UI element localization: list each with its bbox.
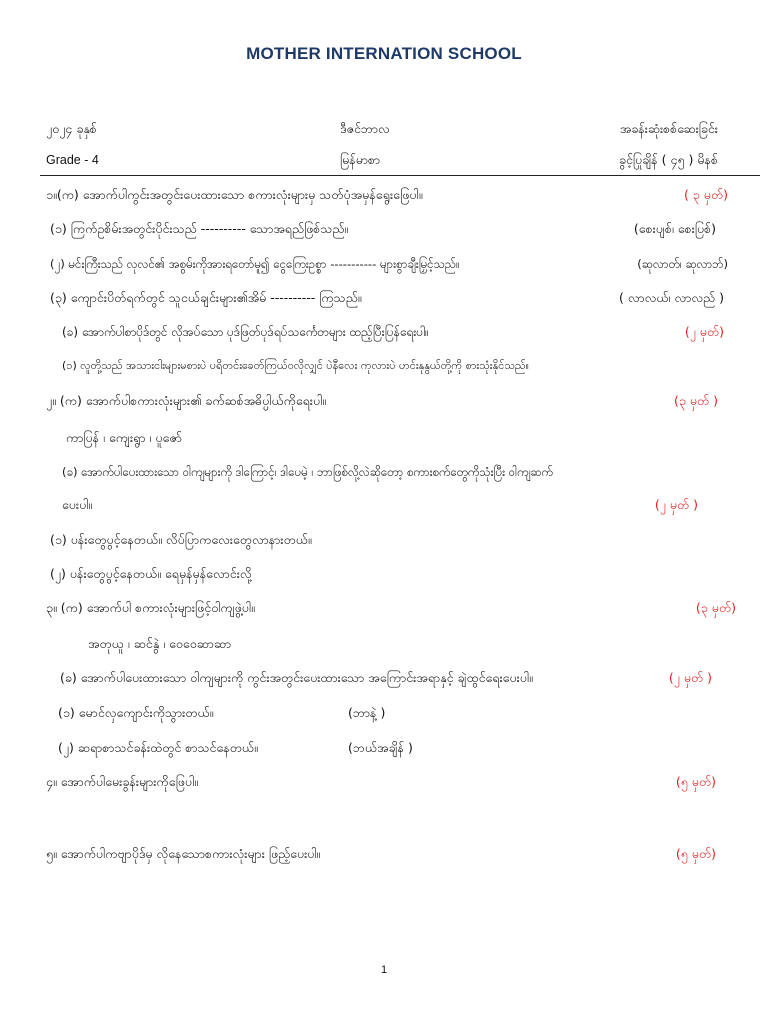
q2a-marks: (၃ မှတ် ): [673, 393, 718, 408]
q5-marks: (၅ မှတ်): [675, 846, 716, 861]
q2b-item1: (၁) ပန်းတွေပွင့်နေတယ်။ လိပ်ပြာကလေးတွေလာနားတယ်။: [50, 532, 312, 547]
exam-year: ၂၀၂၄ ခုနှစ်: [46, 121, 97, 136]
q1a-item3: (၃) ကျောင်းပိတ်ရက်တွင် သူငယ်ချင်းများ၏အိမ် ---------- ကြသည်။: [50, 290, 362, 305]
q1a-item3-choices: ( လာလယ်၊ လာလည် ): [618, 290, 724, 305]
q3a-marks: (၃ မှတ်): [695, 600, 736, 615]
q3b-item2-hint: (ဘယ်အချိန် ): [348, 740, 413, 755]
q4-marks: (၅ မှတ်): [675, 774, 716, 789]
q2a-words: ကာပြန် ၊ ကျေးရွာ ၊ ပူဇော်: [66, 430, 182, 445]
time-allowed: ခွင့်ပြုချိန် ( ၄၅ ) မိနစ်: [618, 152, 718, 167]
q3b-item1-hint: (ဘာနဲ့ ): [348, 705, 386, 720]
q3a-text: ၃။ (က) အောက်ပါ စကားလုံးများဖြင့်ဝါကျဖွဲ့ပါ။: [46, 600, 255, 615]
q3b-item1: (၁) မောင်လှကျောင်းကိုသွားတယ်။: [58, 705, 214, 720]
q1b-marks: (၂ မှတ်): [684, 324, 724, 339]
grade-label: Grade - 4: [46, 153, 99, 167]
q1a-item1-choices: (စေးပျစ်၊ စေးပြစ်): [633, 221, 716, 236]
q2a-text: ၂။ (က) အောက်ပါစကားလုံးများ၏ ခက်ဆစ်အဓိပ္ပါယ်ကိုရေးပါ။: [46, 393, 327, 408]
q1b-text: (ခ) အောက်ပါစာပိုဒ်တွင် လိုအပ်သော ပုဒ်ဖြတ်ပုဒ်ရပ်သင်္ကေတများ ထည့်ပြီးပြန်ရေးပါ။: [62, 325, 429, 339]
q1a-item2: (၂) မင်းကြီးသည် လုလင်၏ အစွမ်းကိုအားရတော်မူ၍ ငွေကြေးဥစ္စာ ----------- များစွာချီးမြှင့်သည်။: [50, 257, 460, 271]
q3b-marks: (၂ မှတ် ): [668, 670, 712, 685]
exam-type: အခန်းဆုံးစစ်ဆေးခြင်း: [619, 121, 718, 136]
page-number: 1: [380, 964, 388, 976]
q1a-marks: ( ၃ မှတ်): [683, 187, 728, 202]
q5-text: ၅။ အောက်ပါကဗျာပိုဒ်မှ လိုနေသောစကားလုံးများ ဖြည့်ပေးပါ။: [46, 846, 321, 861]
q4-text: ၄။ အောက်ပါမေးခွန်းများကိုဖြေပါ။: [46, 774, 199, 789]
q1a-item2-choices: (ဆုလာတ်၊ ဆုလာဘ်): [637, 257, 728, 271]
school-title: MOTHER INTERNATION SCHOOL: [246, 44, 522, 63]
q3b-text: (ခ) အောက်ပါပေးထားသော ဝါကျများကို ကွင်းအတွင်းပေးထားသော အကြောင်းအရာနှင့် ချဲထွင်ရေးပေးပါ။: [60, 670, 533, 685]
q3b-item2: (၂) ဆရာစာသင်ခန်းထဲတွင် စာသင်နေတယ်။: [58, 740, 258, 755]
exam-term: ဒီဇင်ဘာလ: [340, 121, 390, 136]
q2b-text: (ခ) အောက်ပါပေးထားသော ဝါကျများကို ဒါကြောင့်၊ ဒါပေမဲ့ ၊ ဘာဖြစ်လို့လဲဆိုတော့ စကားစက်တွေကိုသုံးပြီး ဝါကျဆက်: [62, 465, 553, 479]
q2b-item2: (၂) ပန်းတွေပွင့်နေတယ်။ ရေမှန်မှန်လောင်းလို့: [50, 566, 252, 581]
header-divider: [40, 175, 760, 176]
q3a-words: အတုယူ ၊ ဆင်နွဲ ၊ ဝေဝေဆာဆာ: [88, 636, 232, 651]
q2b-marks: (၂ မှတ် ): [654, 497, 698, 512]
subject-label: မြန်မာစာ: [340, 152, 381, 167]
q1b-passage: (၁) လူတို့သည် အသားငါးများမစားပဲ ပရိတင်းခေတ်ကြယ်ဝလိုလျှင် ပဲနီလေး ကုလားပဲ ဟင်းနုနွယ်တို့ကို စားသုံးနိုင်သည်။: [62, 359, 529, 372]
q2b-text-cont: ပေးပါ။: [62, 497, 93, 512]
q1a-text: ၁။(က) အောက်ပါကွင်းအတွင်းပေးထားသော စကားလုံးများမှ သတ်ပုံအမှန်ရွေးဖြေပါ။: [46, 187, 423, 202]
q1a-item1: (၁) ကြက်ဥစိမ်းအတွင်းပိုင်းသည် ---------- သောအရည်ဖြစ်သည်။: [50, 221, 349, 236]
